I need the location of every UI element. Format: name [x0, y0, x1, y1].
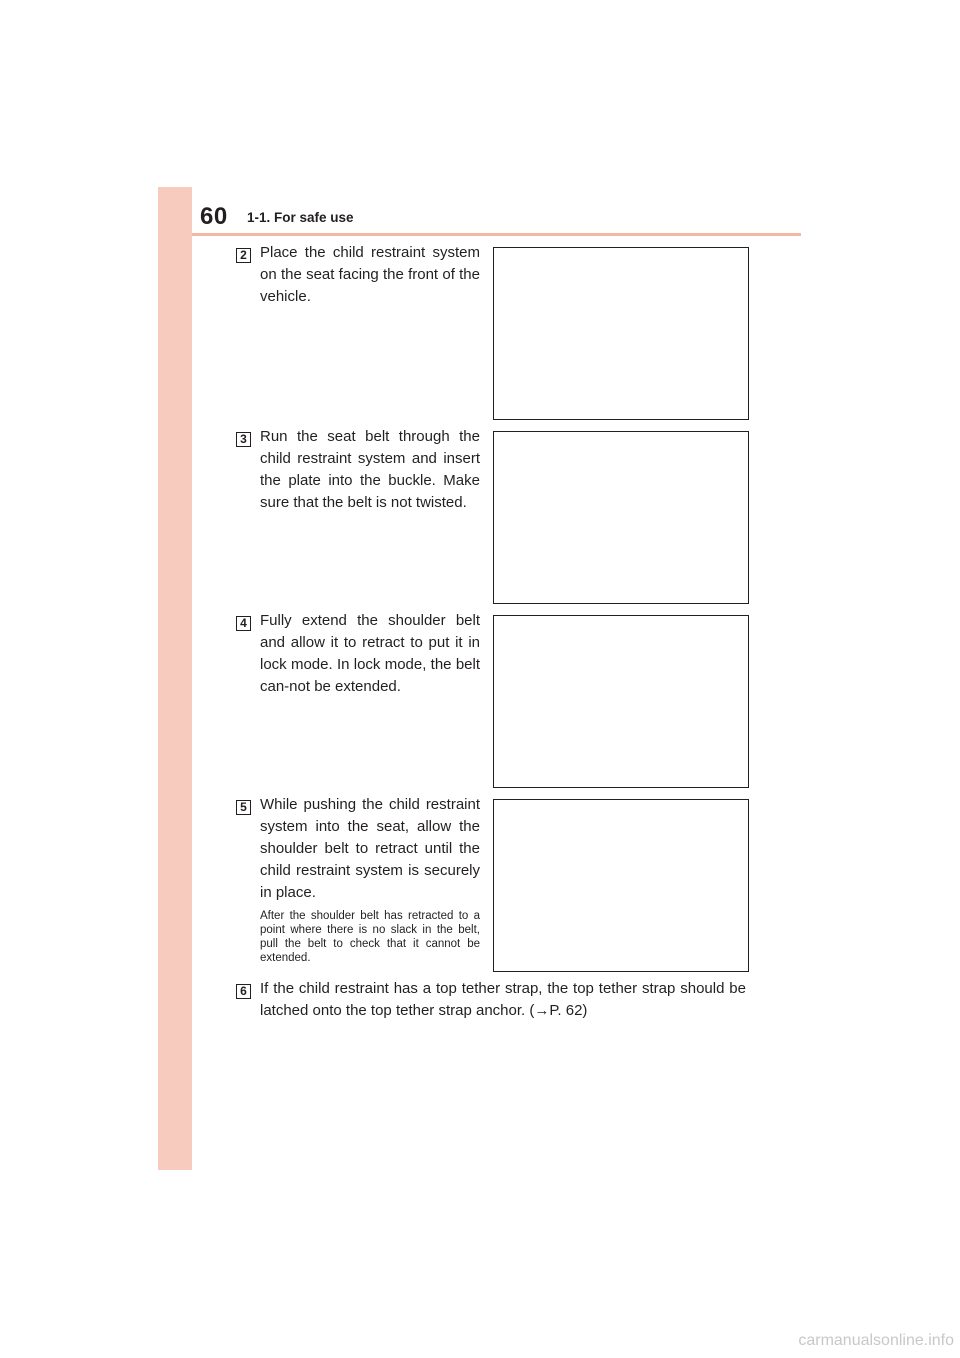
step-5-note: After the shoulder belt has retracted to a point where there is no slack in the belt, pull the belt to check that it cannot be extended.: [260, 910, 480, 964]
step-text-5: While pushing the child restraint system into the seat, allow the shoulder belt to retract until the child restraint system is securely in place.: [260, 796, 480, 901]
section-title: 1-1. For safe use: [247, 210, 354, 225]
step-3-illustration: [493, 431, 749, 604]
step-number-6: 6: [236, 984, 251, 999]
step-text-6: If the child restraint has a top tether strap, the top tether strap should be latched onto the top tether strap anchor. (→P. 62): [260, 980, 746, 1019]
step-number-4: 4: [236, 616, 251, 631]
step-2-illustration: [493, 247, 749, 420]
step-text-4: Fully extend the shoulder belt and allow it to retract to put it in lock mode. In lock mode, the belt can-not be extended.: [260, 612, 480, 695]
step-text-3: Run the seat belt through the child restraint system and insert the plate into the buckle. Make sure that the belt is not twisted.: [260, 428, 480, 511]
step-number-3: 3: [236, 432, 251, 447]
step-5-illustration: [493, 799, 749, 972]
chapter-side-band: [158, 187, 192, 1170]
step-text-2: Place the child restraint system on the seat facing the front of the vehicle.: [260, 244, 480, 305]
page-number: 60: [200, 203, 228, 230]
step-4-illustration: [493, 615, 749, 788]
header-rule: [192, 233, 801, 236]
watermark-text: carmanualsonline.info: [798, 1332, 954, 1349]
step-number-2: 2: [236, 248, 251, 263]
step-number-5: 5: [236, 800, 251, 815]
